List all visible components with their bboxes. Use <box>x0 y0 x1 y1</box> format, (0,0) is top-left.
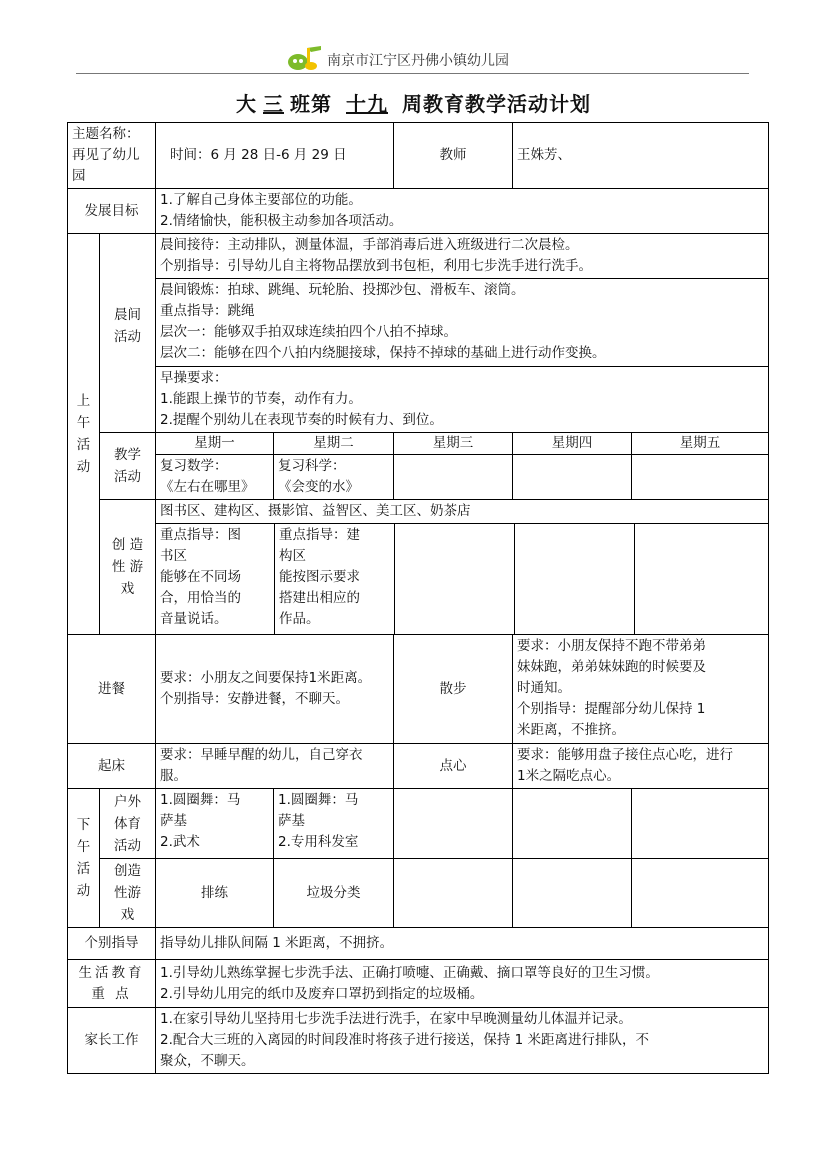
guidance-content: 指导幼儿排队间隔 1 米距离，不拥挤。 <box>156 928 769 960</box>
school-logo-icon <box>287 44 323 72</box>
morning-label: 上 午 活 动 <box>68 234 100 635</box>
afternoon-creative-label: 创造 性游 戏 <box>100 859 156 928</box>
creative-tue: 重点指导：建 构区 能按图示要求 搭建出相应的 作品。 <box>275 524 395 634</box>
creative-content <box>156 500 769 635</box>
weekly-plan-table <box>67 122 769 1074</box>
outdoor-fri <box>632 789 769 859</box>
teaching-wed <box>394 455 513 500</box>
theme-cell: 主题名称：再见了幼儿园 <box>68 123 156 189</box>
weekday-thu: 星期四 <box>513 433 632 455</box>
goals-label: 发展目标 <box>68 189 156 234</box>
page-title <box>0 88 827 117</box>
creative-wed <box>395 524 515 634</box>
teacher-label: 教师 <box>394 123 513 189</box>
teaching-tue: 复习科学： 《会变的水》 <box>274 455 394 500</box>
walk-label: 散步 <box>394 635 513 744</box>
reception-content: 晨间接待：主动排队，测量体温，手部消毒后进入班级进行二次晨检。 个别指导：引导幼儿自主将物品摆放到书包柜，利用七步洗手进行洗手。 <box>156 234 769 279</box>
guidance-label: 个别指导 <box>68 928 156 960</box>
school-name: 南京市江宁区丹佛小镇幼儿园 <box>327 53 509 69</box>
time-cell: 时间：6 月 28 日-6 月 29 日 <box>156 123 394 189</box>
afternoon-creative-fri <box>632 859 769 928</box>
teacher-name: 王姝芳、 <box>513 123 769 189</box>
header-divider <box>76 73 749 74</box>
outdoor-mon: 1.圆圈舞：马 萨基 2.武术 <box>156 789 274 859</box>
afternoon-creative-thu <box>513 859 632 928</box>
parents-label: 家长工作 <box>68 1008 156 1074</box>
outdoor-label: 户外 体育 活动 <box>100 789 156 859</box>
title-part3: 周教育教学活动计划 <box>402 92 591 116</box>
drill-content: 早操要求： 1.能跟上操节的节奏，动作有力。 2.提醒个别幼儿在表现节奏的时候有力、到位。 <box>156 367 769 433</box>
teaching-label: 教学 活动 <box>100 433 156 500</box>
weekday-fri: 星期五 <box>632 433 769 455</box>
title-part2: 班第 <box>290 92 332 116</box>
meal-content: 要求：小朋友之间要保持1米距离。 个别指导：安静进餐，不聊天。 <box>156 635 394 744</box>
wakeup-content: 要求：早睡早醒的幼儿，自己穿衣 服。 <box>156 744 394 789</box>
weekday-mon: 星期一 <box>156 433 274 455</box>
morning-exercise-label: 晨间 活动 <box>100 234 156 433</box>
creative-mon: 重点指导：图 书区 能够在不同场 合，用恰当的 音量说话。 <box>156 524 275 634</box>
parents-content: 1.在家引导幼儿坚持用七步洗手法进行洗手，在家中早晚测量幼儿体温并记录。 2.配合大三班的入离园的时间段准时将孩子进行接送，保持 1 米距离进行排队，不 聚众，不聊天。 <box>156 1008 769 1074</box>
afternoon-label: 下 午 活 动 <box>68 789 100 928</box>
creative-label: 创 造 性 游 戏 <box>100 500 156 635</box>
meal-label: 进餐 <box>68 635 156 744</box>
afternoon-creative-mon: 排练 <box>156 859 274 928</box>
title-class: 三 <box>263 92 284 116</box>
creative-fri <box>635 524 768 634</box>
outdoor-thu <box>513 789 632 859</box>
teaching-fri <box>632 455 769 500</box>
weekday-wed: 星期三 <box>394 433 513 455</box>
creative-thu <box>515 524 635 634</box>
outdoor-tue: 1.圆圈舞：马 萨基 2.专用科发室 <box>274 789 394 859</box>
wakeup-label: 起床 <box>68 744 156 789</box>
outdoor-wed <box>394 789 513 859</box>
exercise-content: 晨间锻炼：拍球、跳绳、玩轮胎、投掷沙包、滑板车、滚筒。 重点指导：跳绳 层次一：能够双手拍双球连续拍四个八拍不掉球。 层次二：能够在四个八拍内绕腿接球，保持不掉球的基础上进行动作变换。 <box>156 279 769 367</box>
title-week: 十九 <box>346 92 388 116</box>
snack-label: 点心 <box>394 744 513 789</box>
afternoon-creative-wed <box>394 859 513 928</box>
teaching-mon: 复习数学： 《左右在哪里》 <box>156 455 274 500</box>
creative-areas: 图书区、建构区、摄影馆、益智区、美工区、奶茶店 <box>156 500 768 524</box>
title-part1: 大 <box>236 92 257 116</box>
page-header <box>0 38 827 78</box>
snack-content: 要求：能够用盘子接住点心吃，进行 1米之隔吃点心。 <box>513 744 769 789</box>
walk-content: 要求：小朋友保持不跑不带弟弟 妹妹跑，弟弟妹妹跑的时候要及 时通知。 个别指导：提醒部分幼儿保持 1 米距离，不推挤。 <box>513 635 769 744</box>
teaching-thu <box>513 455 632 500</box>
afternoon-creative-tue: 垃圾分类 <box>274 859 394 928</box>
weekday-tue: 星期二 <box>274 433 394 455</box>
life-label: 生活教育 重 点 <box>68 960 156 1008</box>
goals-content: 1.了解自己身体主要部位的功能。 2.情绪愉快，能积极主动参加各项活动。 <box>156 189 769 234</box>
life-content: 1.引导幼儿熟练掌握七步洗手法、正确打喷嚏、正确戴、摘口罩等良好的卫生习惯。 2.引导幼儿用完的纸巾及废弃口罩扔到指定的垃圾桶。 <box>156 960 769 1008</box>
